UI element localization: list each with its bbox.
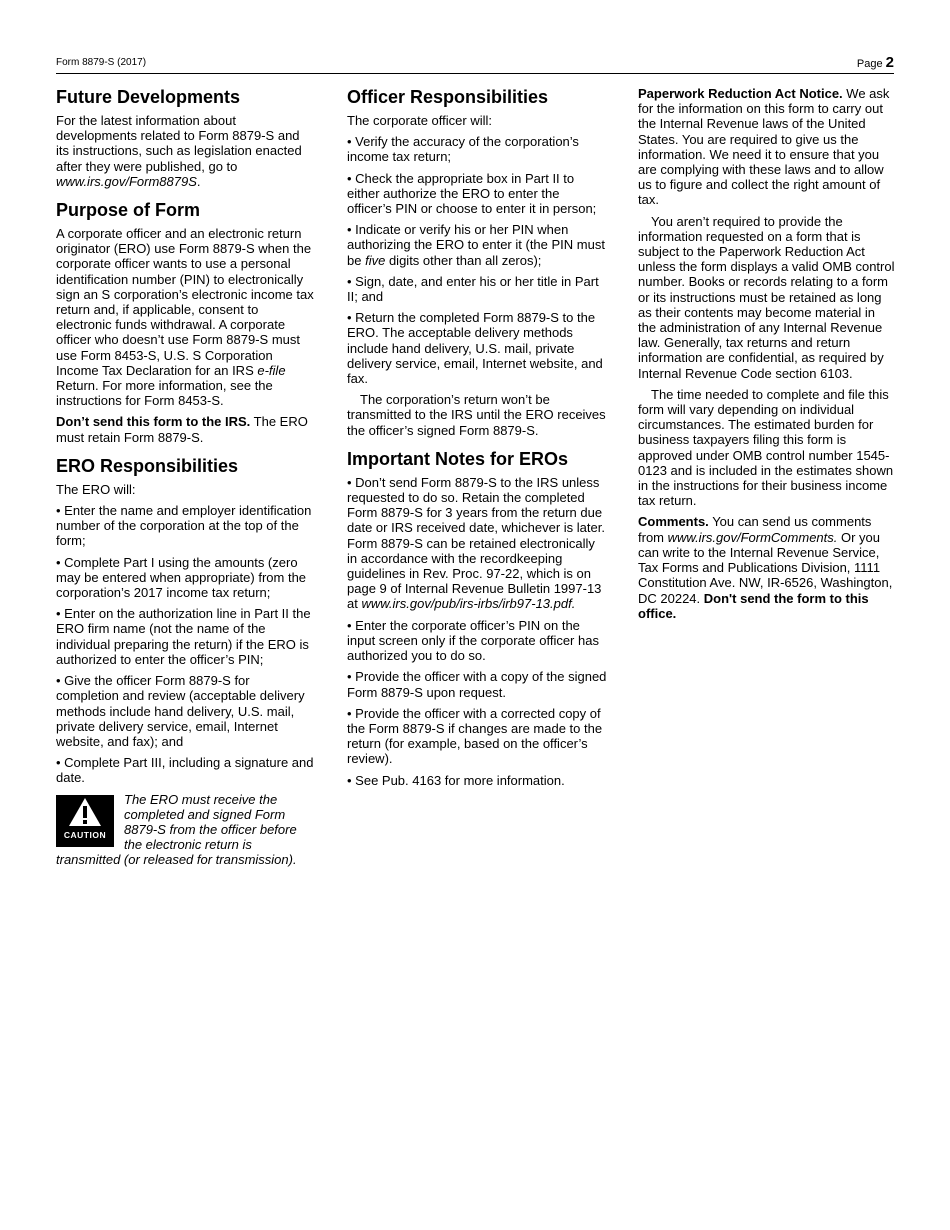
page-number-label [857,54,894,71]
pra-paragraph-3: The time needed to complete and file this form will vary depending on individual circumstances. The estimated burden for business taxpayers filing this form is approved under OMB control number 1545-0123 and is included in the estimates shown in the instructions for their business income tax return. [638,386,894,509]
page-number: 2 [885,54,894,71]
future-developments-text [56,113,316,189]
officer-responsibilities-heading: Officer Responsibilities [347,87,549,107]
irb-url-link[interactable]: www.irs.gov/pub/irs-irbs/irb97-13.pdf. [361,596,576,612]
dont-send-paragraph [56,414,316,444]
form-id: Form 8879-S (2017) [56,57,147,68]
officer-bullet: • Check the appropriate box in Part II to either authorize the ERO to enter the officer’s PIN or choose to enter it in person; [347,170,597,217]
officer-b3-italic: five [365,252,386,268]
notes-bullet: • Provide the officer with a corrected copy of the Form 8879-S if changes are made to the return (for example, based on the officer’s review). [347,705,603,767]
purpose-text-1: A corporate officer and an electronic return originator (ERO) use Form 8879-S when the corporate officer wants to use a personal identification number (PIN) to electronically sign an S corporation’s electronic income tax return and, if applicable, consent to electronic funds withdrawal. A corporate officer who doesn’t use Form 8879-S must use Form 8453-S, U.S. S Corporation Income Tax Declaration for an IRS [56,226,314,378]
dont-send-text: The ERO must retain Form 8879-S. [56,414,308,445]
ero-bullet: • Enter on the authorization line in Part II the ERO firm name (not the name of the individual preparing the return) if the ERO is authorized to enter the officer’s PIN; [56,606,311,667]
notes-bullet: • Provide the officer with a copy of the signed Form 8879-S upon request. [347,669,607,700]
notes-bullet: • Enter the corporate officer’s PIN on the input screen only if the corporate officer has authorized you to do so. [347,617,599,664]
future-url-link[interactable]: www.irs.gov/Form8879S [56,173,197,189]
officer-b3-pre: • Indicate or verify his or her PIN when authorizing the ERO to enter it (the PIN must be [347,222,605,268]
notes-b1-text: • Don’t send Form 8879-S to the IRS unless requested to do so. Retain the completed Form 8879-S for 3 years from the return due date or IRS received date, whichever is later. Form 8879-S can be retained electronically in accordance with the recordkeeping guidelines in Rev. Proc. 97-22, which is on page 9 of Internal Revenue Bulletin 1997-13 at [347,474,605,612]
officer-note: The corporation’s return won’t be transmitted to the IRS until the ERO receives the officer’s signed Form 8879-S. [347,392,606,438]
officer-bullet: • Sign, date, and enter his or her title in Part II; and [347,273,599,305]
dont-send-bold: Don’t send this form to the IRS. [56,414,251,430]
caution-text: The ERO must receive the completed and signed Form 8879-S from the officer before the electronic return is transmitted (or released for transmission). [56,791,297,868]
future-developments-heading: Future Developments [56,87,241,107]
warning-triangle-icon [68,797,102,827]
notes-bullet [347,475,607,612]
ero-bullet: • Complete Part III, including a signature and date. [56,755,314,786]
future-text: For the latest information about developments related to Form 8879-S and its instructions, such as legislation enacted after they were published, go to [56,113,302,174]
caution-icon [56,795,114,847]
page-header [56,53,894,74]
caution-note [56,792,316,868]
purpose-of-form-text [56,226,316,408]
ero-bullet: • Enter the name and employer identification number of the corporation at the top of the form; [56,503,312,549]
officer-intro: The corporate officer will: [347,113,492,128]
page-label-text: Page [856,58,883,70]
purpose-text-2: Return. For more information, see the instructions for Form 8453-S. [56,378,273,409]
comments-post: Or you can write to the Internal Revenue Service, Tax Forms and Publications Division, 1111 Constitution Ave. NW, IR-6526, Washington, DC 20224. [638,529,893,606]
purpose-of-form-heading: Purpose of Form [56,200,201,221]
caution-label: CAUTION [63,830,107,841]
comments-paragraph [638,514,896,620]
officer-bullet [347,222,607,268]
column-left [56,86,316,868]
future-end: . [196,173,201,189]
ero-intro: The ERO will: [56,481,136,497]
officer-bullet: • Return the completed Form 8879-S to the ERO. The acceptable delivery methods include hand delivery, U.S. mail, private delivery service, email, Internet website, and fax. [347,310,603,387]
column-right [638,86,896,627]
ero-responsibilities-heading: ERO Responsibilities [56,455,239,476]
column-middle [347,86,607,794]
form-comments-url-link[interactable]: www.irs.gov/FormComments. [667,529,838,545]
comments-end-bold: Don't send the form to this office. [638,590,869,621]
comments-bold: Comments. [638,514,709,530]
pra-paragraph-2: You aren’t required to provide the information requested on a form that is subject to the Paperwork Reduction Act unless the form displays a valid OMB control number. Books or records relating to a form or its instructions must be retained as long as their contents may become material in the administration of any Internal Revenue law. Generally, tax returns and return information are confidential, as required by Internal Revenue Code section 6103. [638,213,895,381]
pra-bold: Paperwork Reduction Act Notice. [638,86,843,101]
ero-bullet: • Give the officer Form 8879-S for completion and review (acceptable delivery methods include hand delivery, U.S. mail, private delivery service, email, Internet website, and fax); and [56,673,305,749]
comments-pre: You can send us comments from [638,514,872,545]
notes-bullet: • See Pub. 4163 for more information. [347,772,565,788]
officer-bullet: • Verify the accuracy of the corporation’s income tax return; [347,134,579,165]
officer-b3-post: digits other than all zeros); [388,252,542,268]
pra-notice [638,86,896,208]
efile-italic: e-file [257,362,286,378]
ero-bullet: • Complete Part I using the amounts (zero may be entered when appropriate) from the corporation’s 2017 income tax return; [56,554,307,601]
important-notes-heading: Important Notes for EROs [347,448,569,469]
pra-text: We ask for the information on this form to carry out the Internal Revenue laws of the United States. You are required to give us the information. We need it to ensure that you are complying with these laws and to allow us to figure and collect the right amount of tax. [638,86,890,208]
